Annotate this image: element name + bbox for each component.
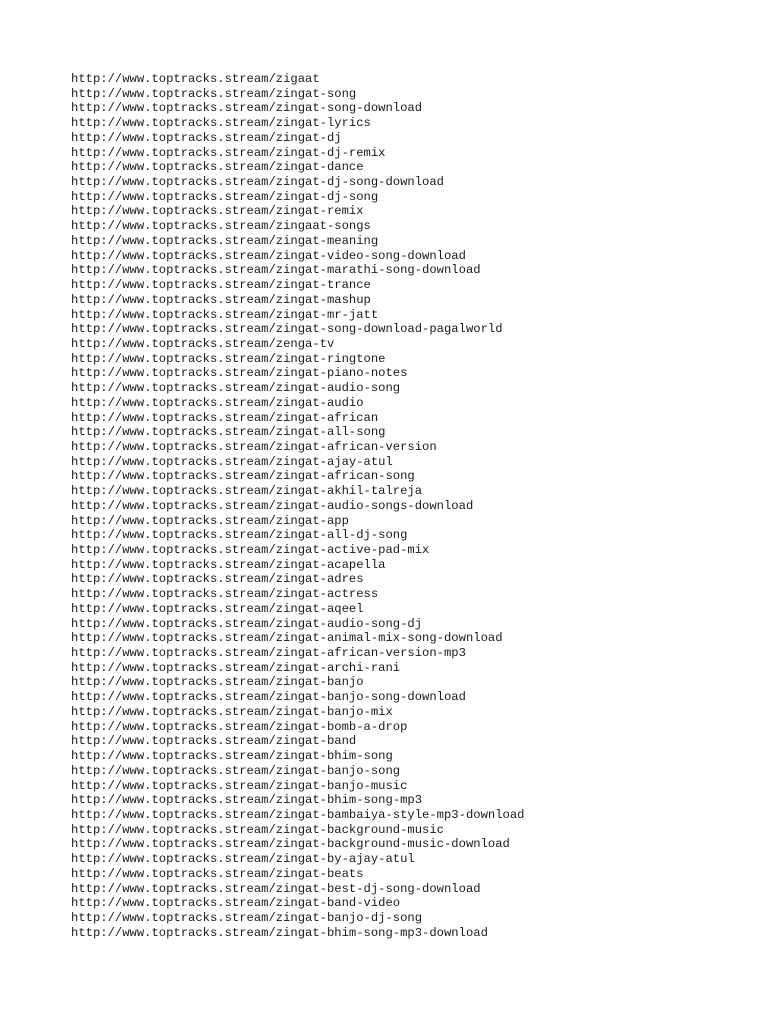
url-line: http://www.toptracks.stream/zingat-dance: [71, 160, 364, 175]
url-line: http://www.toptracks.stream/zingat-all-dj-song: [71, 528, 408, 543]
url-line: http://www.toptracks.stream/zingat-mr-jatt: [71, 307, 379, 322]
url-line: http://www.toptracks.stream/zingat-african-version: [71, 439, 437, 454]
url-line: http://www.toptracks.stream/zingat-meaning: [71, 233, 379, 248]
url-line: http://www.toptracks.stream/zingat-song-download-pagalworld: [71, 322, 503, 337]
url-line: http://www.toptracks.stream/zingat-lyrics: [71, 116, 371, 131]
url-line: http://www.toptracks.stream/zingat-dj-remix: [71, 145, 386, 160]
url-line: http://www.toptracks.stream/zenga-tv: [71, 336, 335, 351]
url-line: http://www.toptracks.stream/zingat-bhim-song-mp3-download: [71, 925, 488, 940]
url-line: http://www.toptracks.stream/zingat-app: [71, 513, 349, 528]
url-line: http://www.toptracks.stream/zingat-background-music: [71, 822, 444, 837]
url-line: http://www.toptracks.stream/zingat-beats: [71, 866, 364, 881]
url-line: http://www.toptracks.stream/zingat-trance: [71, 278, 371, 293]
url-line: http://www.toptracks.stream/zingat-bambaiya-style-mp3-download: [71, 807, 525, 822]
url-line: http://www.toptracks.stream/zingat-ringtone: [71, 351, 386, 366]
url-line: http://www.toptracks.stream/zingat-bhim-song-mp3: [71, 793, 423, 808]
url-line: http://www.toptracks.stream/zingat-audio-song: [71, 381, 401, 396]
url-line: http://www.toptracks.stream/zingat-banjo-music: [71, 778, 408, 793]
url-line: http://www.toptracks.stream/zigaat: [71, 72, 320, 86]
url-line: http://www.toptracks.stream/zingat-african-song: [71, 469, 415, 484]
url-line: http://www.toptracks.stream/zingat-all-song: [71, 425, 386, 440]
url-line: http://www.toptracks.stream/zingat-audio-songs-download: [71, 498, 474, 513]
url-line: http://www.toptracks.stream/zingat-banjo-song: [71, 763, 401, 778]
url-line: http://www.toptracks.stream/zingat-adres: [71, 572, 364, 587]
url-line: http://www.toptracks.stream/zingat-best-dj-song-download: [71, 881, 481, 896]
url-line: http://www.toptracks.stream/zingaat-songs: [71, 219, 371, 234]
url-list: [71, 72, 524, 940]
url-line: http://www.toptracks.stream/zingat-animal-mix-song-download: [71, 631, 503, 646]
url-line: http://www.toptracks.stream/zingat-dj: [71, 130, 342, 145]
url-line: http://www.toptracks.stream/zingat-band-video: [71, 896, 401, 911]
url-line: http://www.toptracks.stream/zingat-actress: [71, 587, 379, 602]
url-line: http://www.toptracks.stream/zingat-song: [71, 86, 357, 101]
url-line: http://www.toptracks.stream/zingat-archi-rani: [71, 660, 401, 675]
url-line: http://www.toptracks.stream/zingat-band: [71, 734, 357, 749]
url-line: http://www.toptracks.stream/zingat-akhil-talreja: [71, 484, 423, 499]
url-line: http://www.toptracks.stream/zingat-dj-song-download: [71, 175, 444, 190]
url-line: http://www.toptracks.stream/zingat-background-music-download: [71, 837, 510, 852]
url-line: http://www.toptracks.stream/zingat-audio-song-dj: [71, 616, 423, 631]
url-line: http://www.toptracks.stream/zingat-banjo-song-download: [71, 690, 466, 705]
url-line: http://www.toptracks.stream/zingat-active-pad-mix: [71, 543, 430, 557]
url-line: http://www.toptracks.stream/zingat-banjo: [71, 675, 364, 690]
url-line: http://www.toptracks.stream/zingat-video-song-download: [71, 248, 466, 263]
url-line: http://www.toptracks.stream/zingat-bhim-song: [71, 749, 393, 764]
url-line: http://www.toptracks.stream/zingat-remix: [71, 204, 364, 219]
url-line: http://www.toptracks.stream/zingat-bomb-a-drop: [71, 719, 408, 734]
url-line: http://www.toptracks.stream/zingat-banjo-mix: [71, 704, 393, 719]
url-line: http://www.toptracks.stream/zingat-acapella: [71, 557, 386, 572]
url-line: http://www.toptracks.stream/zingat-african-version-mp3: [71, 646, 466, 661]
url-line: http://www.toptracks.stream/zingat-ajay-atul: [71, 454, 393, 469]
url-line: http://www.toptracks.stream/zingat-marathi-song-download: [71, 263, 481, 278]
url-line: http://www.toptracks.stream/zingat-banjo-dj-song: [71, 910, 423, 925]
url-line: http://www.toptracks.stream/zingat-aqeel: [71, 601, 364, 616]
url-line: http://www.toptracks.stream/zingat-song-download: [71, 101, 423, 116]
url-line: http://www.toptracks.stream/zingat-mashup: [71, 292, 371, 307]
url-line: http://www.toptracks.stream/zingat-piano-notes: [71, 366, 408, 381]
url-line: http://www.toptracks.stream/zingat-audio: [71, 395, 364, 410]
url-line: http://www.toptracks.stream/zingat-by-ajay-atul: [71, 852, 415, 867]
url-line: http://www.toptracks.stream/zingat-dj-song: [71, 189, 379, 204]
url-line: http://www.toptracks.stream/zingat-african: [71, 410, 379, 425]
